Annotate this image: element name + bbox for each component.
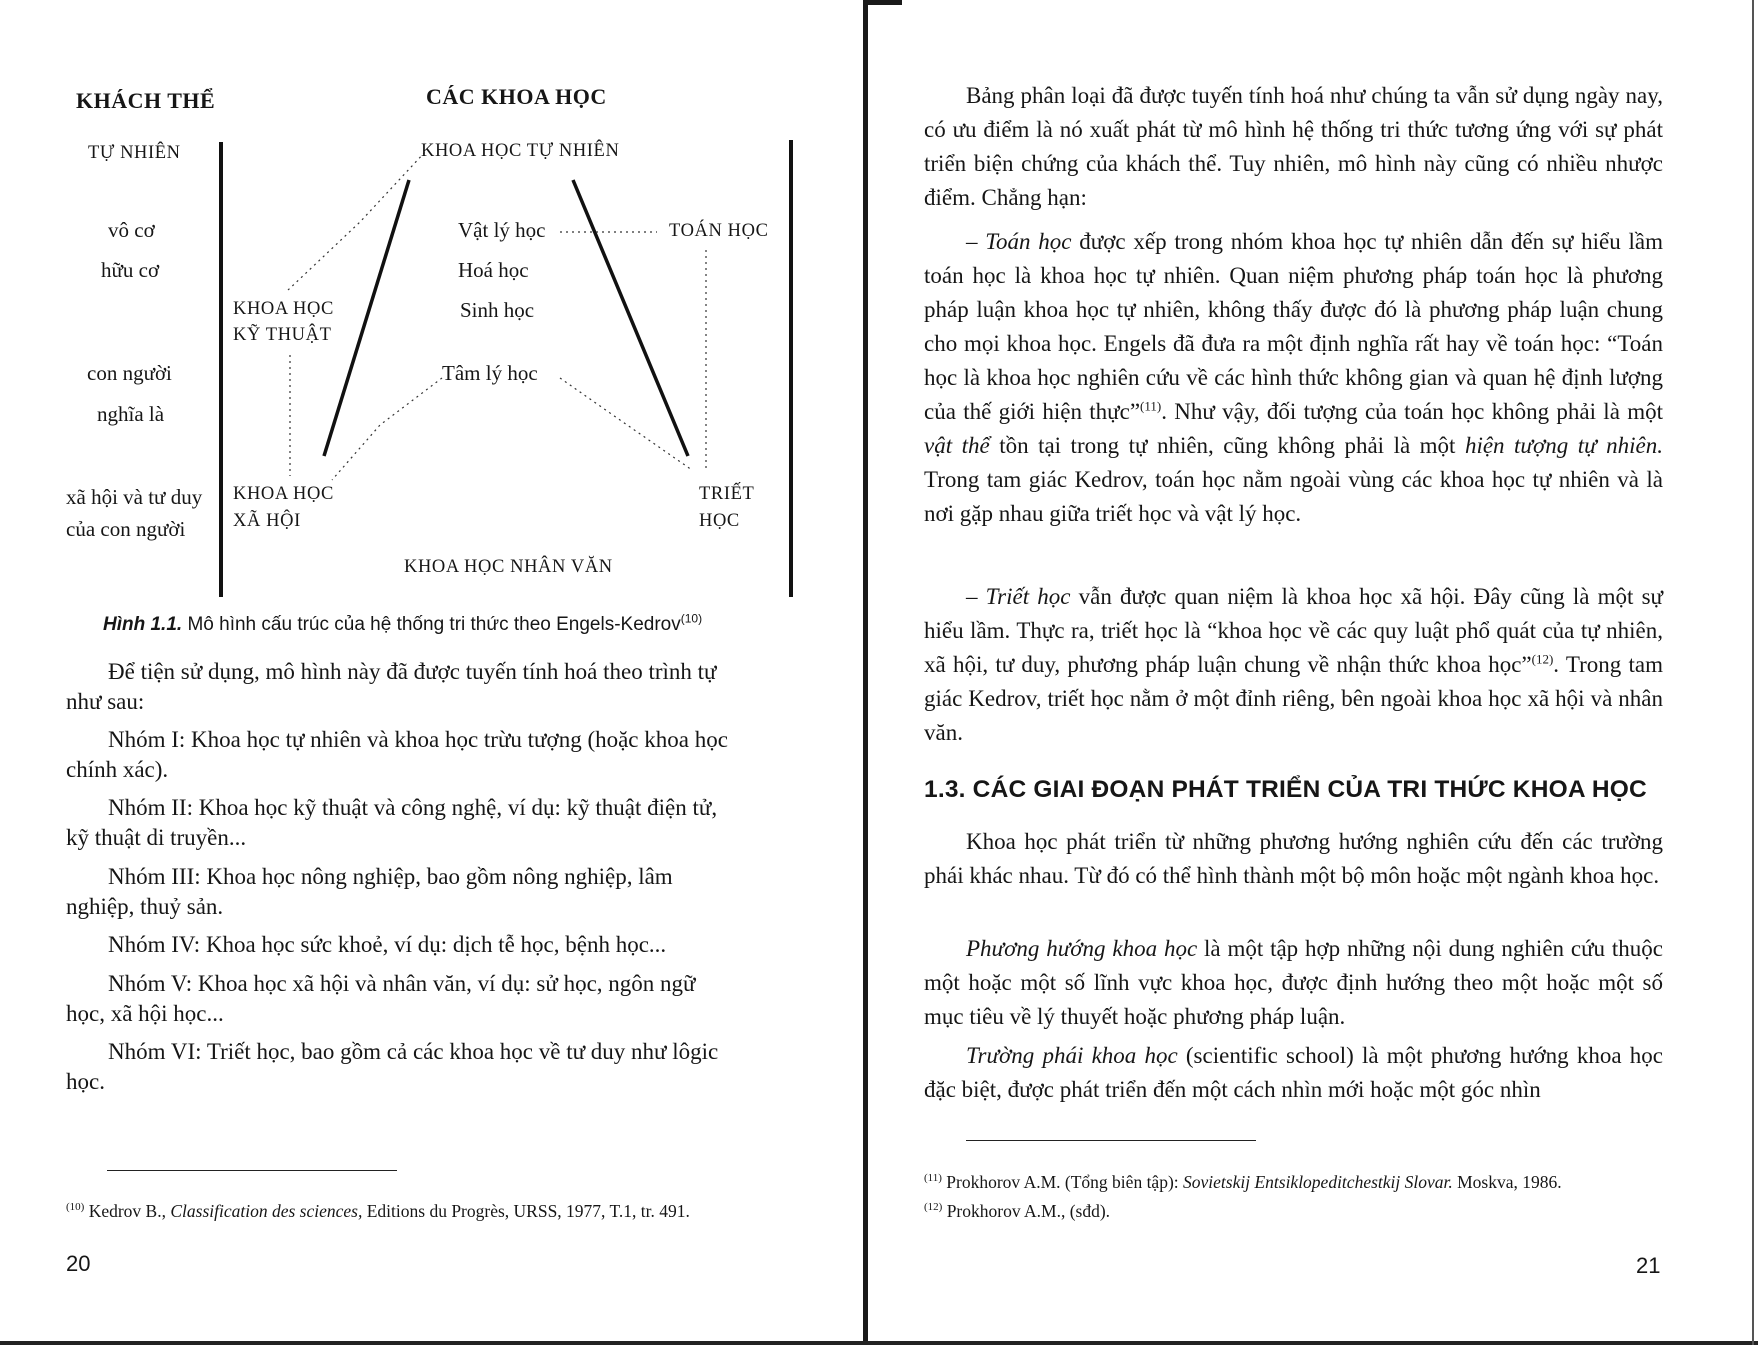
label-social-line1: KHOA HỌC: [233, 484, 334, 504]
page-number-left: 20: [66, 1251, 91, 1276]
right-paragraph-1: Bảng phân loại đã được tuyến tính hoá như chúng ta vẫn sử dụng ngày nay, có ưu điểm là nó xuất phát từ mô hình hệ thống tri thức tương ứng với sự phát triển biện chứng của khách thể. Tuy nhiên, mô hình này cũng có nhiều nhược điểm. Chẳng hạn:: [924, 83, 1663, 210]
right-paragraph-2: – Toán học được xếp trong nhóm khoa học tự nhiên dẫn đến sự hiểu lầm toán học là khoa học tự nhiên. Quan niệm phương pháp toán học là phương pháp luận khoa học tự nhiên, không thấy được đó là phương pháp luận chung cho mọi khoa học. Engels đã đưa ra một định nghĩa rất hay về toán học: “Toán học là khoa học nghiên cứu về các hình thức không gian và quan hệ định lượng của thế giới hiện thực”$^{(11)}$. Như vậy, đối tượng của toán học không phải là một vật thể tồn tại trong tự nhiên, cũng không phải là một hiện tượng tự nhiên. Trong tam giác Kedrov, toán học nằm ngoài vùng các khoa học tự nhiên và là nơi gặp nhau giữa triết học và vật lý học.: [924, 229, 1664, 526]
label-physics: Vật lý học: [458, 218, 546, 242]
label-psychology: Tâm lý học: [442, 361, 538, 385]
term-scientific-school: Trường phái khoa học: [966, 1043, 1178, 1068]
left-paragraph-7: Nhóm VI: Triết học, bao gồm cả các khoa học về tư duy như lôgic học.: [66, 1039, 719, 1094]
label-philosophy-line2: HỌC: [699, 511, 740, 531]
spine-mark: [868, 0, 902, 5]
scan-bottom-edge: [0, 1341, 1758, 1345]
object-society-line2: của con người: [66, 517, 186, 541]
term-research-direction: Phương hướng khoa học: [966, 936, 1198, 961]
object-meaning: nghĩa là: [97, 402, 165, 426]
book-spine: [863, 0, 868, 1345]
figure-caption: [103, 611, 703, 636]
left-paragraph-4: Nhóm III: Khoa học nông nghiệp, bao gồm nông nghiệp, lâm nghiệp, thuỷ sản.: [66, 864, 673, 919]
caption-text: Mô hình cấu trúc của hệ thống tri thức theo Engels-Kedrov: [187, 614, 681, 635]
left-footnote-rule: [107, 1170, 397, 1171]
dotted-psych-to-philosophy: [560, 378, 692, 470]
left-paragraph-6: Nhóm V: Khoa học xã hội và nhân văn, ví dụ: sử học, ngôn ngữ học, xã hội học...: [66, 971, 696, 1026]
right-footnote-11: $^{(11)}$ Prokhorov A.M. (Tổng biên tập): Sovietskij Entsiklopeditchestkij Slovar. Moskva, 1986.: [924, 1172, 1562, 1192]
header-objects: KHÁCH THỂ: [76, 88, 216, 113]
left-paragraph-5: Nhóm IV: Khoa học sức khoẻ, ví dụ: dịch tễ học, bệnh học...: [108, 932, 667, 957]
label-mathematics: TOÁN HỌC: [669, 221, 769, 241]
object-nature: TỰ NHIÊN: [88, 143, 181, 163]
right-footnote-rule: [966, 1140, 1256, 1141]
left-paragraph-2: Nhóm I: Khoa học tự nhiên và khoa học trừu tượng (hoặc khoa học chính xác).: [66, 727, 728, 782]
right-paragraph-5: Phương hướng khoa học là một tập hợp những nội dung nghiên cứu thuộc một hoặc một số lĩnh vực khoa học, được định hướng theo một hoặc một số mục tiêu về lý thuyết hoặc phương pháp luận.: [924, 936, 1663, 1029]
right-paragraph-3: – Triết học vẫn được quan niệm là khoa học xã hội. Đây cũng là một sự hiểu lầm. Thực ra, triết học là “khoa học về các quy luật phổ quát của tự nhiên, xã hội, tư duy, phương pháp luận chung về nhận thức khoa học”$^{(12)}$. Trong tam giác Kedrov, triết học nằm ở một đỉnh riêng, bên ngoài khoa học xã hội và nhân văn.: [924, 584, 1664, 745]
object-human: con người: [87, 361, 172, 385]
right-paragraph-6: Trường phái khoa học (scientific school) là một phương hướng khoa học đặc biệt, được phát triển đến một cách nhìn mới hoặc một góc nhìn: [924, 1043, 1663, 1102]
label-humanities: KHOA HỌC NHÂN VĂN: [404, 557, 613, 577]
page-number-right: 21: [1636, 1253, 1661, 1278]
dotted-psych-to-social: [332, 378, 442, 480]
right-footnote-12: $^{(12)}$ Prokhorov A.M., (sđd).: [924, 1201, 1111, 1221]
footnote-ref: (10): [66, 1201, 85, 1214]
header-sciences: CÁC KHOA HỌC: [426, 84, 607, 109]
caption-ref: (10): [680, 611, 703, 626]
term-philosophy: Triết học: [985, 584, 1071, 609]
left-paragraph-3: Nhóm II: Khoa học kỹ thuật và công nghệ, ví dụ: kỹ thuật điện tử, kỹ thuật di truyền...: [66, 795, 718, 850]
left-paragraph-1: Để tiện sử dụng, mô hình này đã được tuyến tính hoá theo trình tự như sau:: [66, 659, 717, 714]
label-biology: Sinh học: [460, 298, 535, 322]
label-technical-line1: KHOA HỌC: [233, 299, 334, 319]
scan-right-edge: [1752, 0, 1754, 1345]
label-philosophy-line1: TRIẾT: [699, 484, 755, 504]
label-social-line2: XÃ HỘI: [233, 511, 301, 531]
right-paragraph-4: Khoa học phát triển từ những phương hướng nghiên cứu đến các trường phái khác nhau. Từ đó có thể hình thành một bộ môn hoặc một ngành khoa học.: [924, 829, 1663, 888]
term-mathematics: Toán học: [985, 229, 1072, 254]
label-technical-line2: KỸ THUẬT: [233, 325, 332, 345]
dotted-tech-to-natural: [288, 152, 425, 290]
object-inorganic: vô cơ: [108, 218, 155, 242]
object-society-line1: xã hội và tư duy: [66, 485, 203, 509]
triangle-left-side: [324, 180, 409, 456]
caption-label: Hình 1.1.: [103, 614, 183, 635]
label-chemistry: Hoá học: [458, 258, 529, 282]
label-natural-sciences: KHOA HỌC TỰ NHIÊN: [421, 141, 620, 161]
object-organic: hữu cơ: [101, 258, 160, 282]
left-footnote: $^{(10)}$ Kedrov B., Classification des sciences, Editions du Progrès, URSS, 1977, T.1, tr. 491.: [66, 1201, 690, 1221]
section-heading: 1.3. CÁC GIAI ĐOẠN PHÁT TRIỂN CỦA TRI THỨC KHOA HỌC: [924, 776, 1647, 803]
